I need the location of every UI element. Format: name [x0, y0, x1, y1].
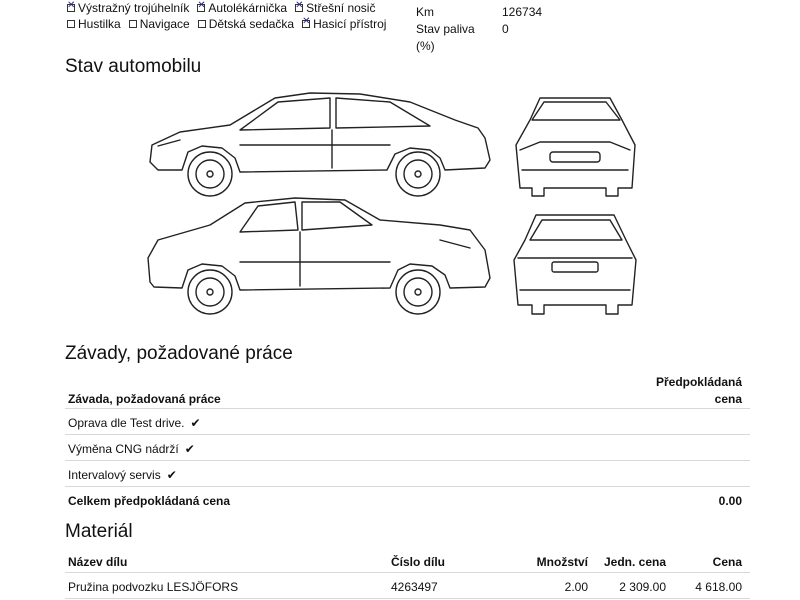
checkbox-tyre-inflator[interactable]: Hustilka [67, 17, 121, 31]
section-title-car-state: Stav automobilu [65, 56, 202, 77]
table-row [65, 573, 750, 599]
checkmark-icon: ✔ [166, 468, 177, 482]
column-header-work: Závada, požadovaná práce [68, 392, 221, 406]
part-quantity: 2.00 [564, 580, 588, 594]
column-header-price: Cena [712, 555, 742, 569]
section-title-material: Materiál [65, 521, 133, 542]
part-price: 4 618.00 [695, 580, 742, 594]
part-number: 4263497 [391, 580, 438, 594]
table-row [65, 461, 750, 487]
checkbox-first-aid-kit[interactable]: ✕ Autolékárnička [197, 1, 287, 15]
checkbox-checked-icon[interactable] [302, 20, 310, 28]
checkmark-icon: ✔ [190, 416, 201, 430]
defect-text: Oprava dle Test drive. [68, 416, 185, 430]
defect-text: Intervalový servis [68, 468, 161, 482]
column-header-part-number: Číslo dílu [391, 555, 445, 569]
checkmark-icon: ✔ [184, 442, 195, 456]
table-row [65, 435, 750, 461]
checkbox-fire-extinguisher[interactable]: ✕ Hasicí přístroj [302, 17, 386, 31]
checkbox-warning-triangle[interactable]: ✕ Výstražný trojúhelník [67, 1, 189, 15]
checkbox-child-seat[interactable]: Dětská sedačka [198, 17, 294, 31]
part-name: Pružina podvozku LESJÖFORS [68, 580, 239, 594]
fuel-unit-label: (%) [416, 39, 435, 53]
car-front-icon [516, 98, 635, 196]
checkbox-unchecked-icon[interactable] [67, 20, 75, 28]
checkbox-unchecked-icon[interactable] [129, 20, 137, 28]
material-table [65, 548, 750, 599]
car-damage-diagram[interactable] [140, 90, 660, 330]
equipment-checklist [67, 0, 397, 32]
fuel-value: 0 [502, 22, 509, 36]
total-value: 0.00 [718, 494, 742, 508]
table-header-row [65, 548, 750, 573]
column-header-price: Předpokládaná [655, 375, 742, 389]
total-row [65, 487, 750, 513]
checkbox-checked-icon[interactable] [197, 4, 205, 12]
total-label: Celkem předpokládaná cena [68, 494, 231, 508]
car-side-left-icon [150, 93, 490, 196]
part-unit-price: 2 309.00 [619, 580, 666, 594]
column-header-quantity: Množství [536, 555, 588, 569]
km-value: 126734 [502, 5, 543, 19]
km-label: Km [416, 5, 434, 19]
defect-text: Výměna CNG nádrží [68, 442, 179, 456]
section-title-defects: Závady, požadované práce [65, 343, 293, 364]
checkbox-checked-icon[interactable] [295, 4, 303, 12]
column-header-unit-price: Jedn. cena [603, 555, 666, 569]
car-side-right-icon [148, 198, 490, 314]
table-header-row [65, 372, 750, 409]
checkbox-unchecked-icon[interactable] [198, 20, 206, 28]
column-header-price-2: cena [714, 392, 742, 406]
checkbox-checked-icon[interactable] [67, 4, 75, 12]
column-header-part-name: Název dílu [68, 555, 128, 569]
table-row [65, 409, 750, 435]
checkbox-navigation[interactable]: Navigace [129, 17, 190, 31]
defects-table [65, 372, 750, 513]
checkbox-roof-rack[interactable]: ✕ Střešní nosič [295, 1, 375, 15]
fuel-label: Stav paliva [416, 22, 475, 36]
car-rear-icon [514, 215, 636, 314]
